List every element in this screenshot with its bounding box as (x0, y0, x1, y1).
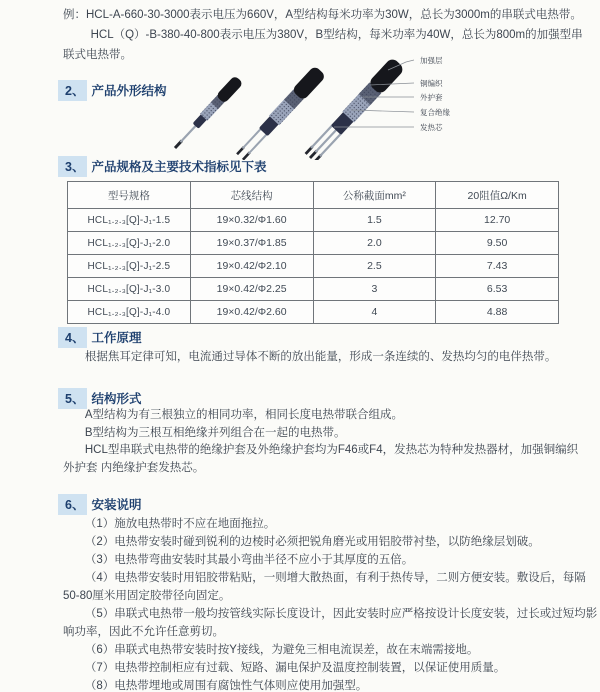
form-line-hcl-type-cont: 外护套 内绝缘护套发热芯。 (63, 461, 205, 474)
table-row (68, 255, 559, 278)
table-row (68, 209, 559, 232)
install-item-5: （5）串联式电热带一般均按管线实际长度设计，因此安装时应严格按设计长度安装，过长或过短均影 (84, 608, 598, 620)
cell-section: 4 (313, 301, 436, 324)
cell-model: HCL₁.₂.₃[Q]-J₁-3.0 (68, 278, 191, 301)
section-number: 6、 (58, 494, 87, 515)
install-item-8: （8）电热带埋地或周围有腐蚀性气体则应使用加强型。 (84, 680, 368, 692)
cell-core: 19×0.37/Φ1.85 (190, 232, 313, 255)
cell-core: 19×0.42/Φ2.60 (190, 301, 313, 324)
cell-model: HCL₁.₂.₃[Q]-J₁-2.0 (68, 232, 191, 255)
cell-resistance: 7.43 (436, 255, 559, 278)
table-row (68, 232, 559, 255)
section-title: 产品规格及主要技术指标见下表 (91, 160, 267, 174)
form-line-hcl-type: HCL型串联式电热带的绝缘护套及外绝缘护套均为F46或F4，发热芯为特种发热器材，加强铜编织 (84, 444, 579, 456)
intro-line: HCL（Q）-B-380-40-800表示电压为380V，B型结构，每米功率为40W，总长为800m的加强型串 (90, 29, 583, 41)
diagram-label-heating-core: 发热芯 (420, 123, 443, 132)
section-number: 2、 (58, 80, 87, 101)
install-item-3: （3）电热带弯曲安装时其最小弯曲半径不应小于其厚度的五倍。 (84, 554, 414, 566)
section-heading-form (58, 388, 141, 409)
cell-resistance: 12.70 (436, 209, 559, 232)
section-heading-specs (58, 156, 266, 177)
cell-model: HCL₁.₂.₃[Q]-J₁-2.5 (68, 255, 191, 278)
section-heading-principle (58, 327, 141, 348)
diagram-label-outer-sheath: 外护套 (420, 93, 443, 102)
cell-section: 1.5 (313, 209, 436, 232)
table-header-row (68, 182, 559, 209)
col-header-model: 型号规格 (68, 182, 191, 209)
principle-text: 根据焦耳定律可知，电流通过导体不断的放出能量，形成一条连续的、发热均匀的电伴热带。 (84, 351, 557, 363)
section-title: 工作原理 (91, 331, 142, 345)
cell-core: 19×0.42/Φ2.25 (190, 278, 313, 301)
cell-resistance: 6.53 (436, 278, 559, 301)
cable-structure-diagram (158, 50, 508, 160)
form-paragraph (63, 407, 579, 477)
table-row (68, 301, 559, 324)
cell-core: 19×0.42/Φ2.10 (190, 255, 313, 278)
install-item-4-cont: 50-80厘米用固定胶带径向固定。 (63, 590, 231, 602)
section-title: 结构形式 (91, 392, 142, 406)
cable-small (171, 75, 244, 152)
install-item-2: （2）电热带安装时碰到锐利的边棱时必须把锐角磨光或用铝胶带衬垫，以防绝缘层划破。 (84, 536, 540, 548)
install-item-4: （4）电热带安装时用铝胶带粘贴，一则增大散热面，有利于热传导，二则方便安装。敷设后，每隔 (84, 572, 586, 584)
section-heading-install (58, 494, 141, 515)
diagram-label-reinforce-layer: 加强层 (420, 56, 443, 65)
cell-section: 2.5 (313, 255, 436, 278)
section-number: 3、 (58, 156, 87, 177)
cell-resistance: 4.88 (436, 301, 559, 324)
section-title: 安装说明 (91, 498, 142, 512)
section-number: 4、 (58, 327, 87, 348)
cell-section: 2.0 (313, 232, 436, 255)
table-row (68, 278, 559, 301)
cell-model: HCL₁.₂.₃[Q]-J₁-4.0 (68, 301, 191, 324)
diagram-label-copper-braid: 铜编织 (420, 79, 443, 88)
install-item-6: （6）串联式电热带安装时按Y接线，为避免三相电流误差，故在末端需接地。 (84, 644, 479, 656)
install-item-5-cont: 响功率，因此不允许任意剪切。 (63, 626, 224, 638)
form-line-a-type: A型结构为有三根独立的相同功率，相同长度电热带联合组成。 (84, 409, 404, 421)
section-number: 5、 (58, 388, 87, 409)
section-title: 产品外形结构 (91, 84, 167, 98)
form-line-b-type: B型结构为三根互相绝缘并列组合在一起的电热带。 (84, 426, 346, 439)
install-item-1: （1）施放电热带时不应在地面拖拉。 (84, 518, 276, 530)
principle-paragraph (63, 347, 575, 367)
install-item-7: （7）电热带控制柜应有过载、短路、漏电保护及温度控制装置，以保证使用质量。 (84, 662, 506, 674)
col-header-cross-section: 公称截面mm² (313, 182, 436, 209)
cell-section: 3 (313, 278, 436, 301)
cell-resistance: 9.50 (436, 232, 559, 255)
cell-model: HCL₁.₂.₃[Q]-J₁-1.5 (68, 209, 191, 232)
col-header-resistance: 20阻值Ω/Km (436, 182, 559, 209)
install-list (63, 515, 598, 692)
spec-table (67, 181, 559, 324)
intro-line: 例：HCL-A-660-30-3000表示电压为660V，A型结构每米功率为30W，总长为3000m的串联式电热带。 (63, 9, 582, 21)
diagram-label-composite-insulation: 复合绝缘 (420, 108, 450, 117)
cell-core: 19×0.32/Φ1.60 (190, 209, 313, 232)
section-heading-structure (58, 80, 166, 101)
intro-line: 联式电热带。 (63, 49, 132, 61)
col-header-core-structure: 芯线结构 (190, 182, 313, 209)
